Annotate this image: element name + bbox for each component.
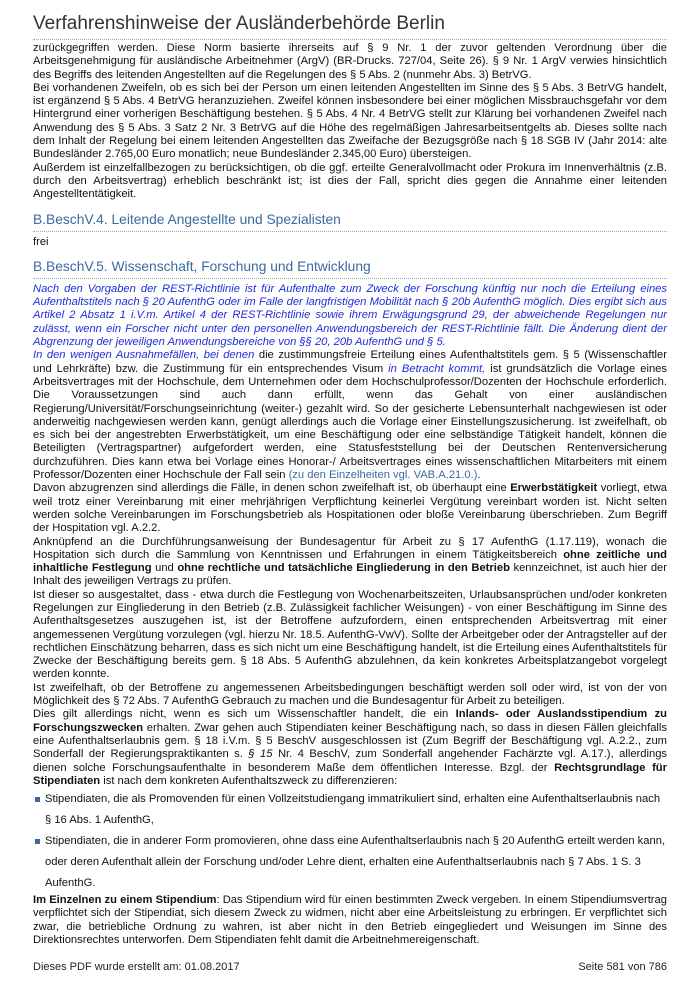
intro-paragraph-3: Außerdem ist einzelfallbezogen zu berücksichtigen, ob die ggf. erteilte Generalvollmacht oder Prokura im Innenverhältnis (z.B. durch den Arbeitsvertrag) erheblich beschränkt ist; ist dies der Fall, spricht dies gegen die Annahme einer leitenden Angestelltentätigkeit. [33, 161, 667, 201]
paragraph-text: Anknüpfend an die Durchführungsanweisung der Bundesagentur für Arbeit zu § 17 AufenthG (1.17.119), wonach die Hospitation sich durch die Sammlung von Kenntnissen und Erfahrungen in einem Tätigkeitsbereich [33, 535, 667, 561]
paragraph-text: vorliegt, etwa weil trotz einer Vereinbarung mit einer mehrjährigen Verpflichtung keinerlei Vergütung vereinbart worden ist. Nicht selten werden solche Vereinbarungen im Forschungsbetrieb als Hospitationen oder bloße Vereinbarung überschrieben. Zum Begriff der Hospitation vgl. A.2.2. [33, 482, 667, 535]
bold-term: Inlands- oder Auslandsstipendium zu Forschungszwecken [33, 708, 667, 734]
bold-term: ohne rechtliche und tatsächliche Eingliederung in den Betrieb [177, 562, 510, 575]
document-body [33, 42, 667, 947]
creation-date: Dieses PDF wurde erstellt am: 01.08.2017 [33, 961, 240, 973]
paragraph-text: . [477, 469, 481, 482]
stipend-list [33, 789, 667, 894]
section-5-paragraph-3 [33, 536, 667, 589]
paragraph-text: : Das Stipendium wird für einen bestimmten Zweck vergeben. In einem Stipendiumsvertrag verpflichtet sich der Stipendiat, sich diesem Zweck zu widmen, nicht aber eine Arbeitsleistung zu erbringen. Er verpflichtet sich zwar, die betriebliche Ordnung zu wahren, ist aber nicht in den Betrieb eingegliedert und Weisungen im Sinne des Direktionsrechtes unterworfen. Dem Stipendiaten fehlt damit die Arbeitnehmereigenschaft. [33, 894, 667, 947]
bold-term: Im Einzelnen zu einem Stipendium [33, 894, 217, 907]
section-heading-4: B.BeschV.4. Leitende Angestellte und Spezialisten [33, 211, 341, 227]
paragraph-text: die zustimmungsfreie Erteilung eines Aufenthaltstitels gem. § 5 (Wissenschaftler und Lehrkräfte) bzw. die Zustimmung für ein entsprechendes Visum [33, 349, 667, 375]
document-page [33, 0, 667, 947]
bold-term: Rechtsgrundlage für Stipendiaten [33, 761, 667, 787]
list-item: Stipendiaten, die in anderer Form promovieren, ohne dass eine Aufenthaltserlaubnis nach § 20 AufenthG erteilt werden kann, oder deren Aufenthalt allein der Forschung und/oder Lehre dient, erhalten eine Aufenthaltserlaubnis nach § 7 Abs. 1 S. 3 AufenthG. [33, 831, 667, 894]
paragraph-text: ist nach dem konkreten Aufenthaltszweck zu differenzieren: [100, 774, 398, 787]
list-item: Stipendiaten, die als Promovenden für einen Vollzeitstudiengang immatrikuliert sind, erhalten eine Aufenthaltserlaubnis nach § 16 Abs. 1 AufenthG, [33, 789, 667, 831]
section-5-paragraph-6 [33, 708, 667, 788]
consideration-phrase: in Betracht kommt, [388, 362, 486, 375]
section-5-paragraph-2 [33, 482, 667, 535]
section-5-paragraph-4: Ist dieser so ausgestaltet, dass - etwa durch die Festlegung von Wochenarbeitszeiten, Urlaubsansprüchen und/oder konkreten Regelungen zur Eingliederung in den Betrieb (z.B. Zulässigkeit fachlicher Weisungen) - von einer Beschäftigung im Sinne des Aufenthaltsgesetzes auszugehen ist, ist der Betroffene aufzufordern, einen entsprechenden Arbeitsvertrag mit einer angemessenen Vergütung vorzulegen (vgl. hierzu Nr. 18.5. AufenthG-VwV). Sollte der Arbeitgeber oder der Antragsteller auf der rechtlichen Einschätzung beharren, dass es sich nicht um eine Beschäftigung handelt, ist die Erteilung eines Aufenthaltstitels für Zwecke der Beschäftigung bereits gem. § 18 Abs. 5 AufenthG abzulehnen, da kein konkretes Arbeitsplatzangebot vorgelegt werden konnte. [33, 588, 667, 681]
section-5-paragraph-5: Ist zweifelhaft, ob der Betroffene zu angemessenen Arbeitsbedingungen beschäftigt werden soll oder wird, ist von der von Möglichkeit des § 72 Abs. 7 AufenthG Gebrauch zu machen und die Bundesagentur für Arbeit zu beteiligen. [33, 681, 667, 708]
section-5-paragraph-7 [33, 894, 667, 947]
page-number: Seite 581 von 786 [578, 961, 667, 973]
italic-term: § 15 [248, 748, 273, 761]
rest-directive-note: Nach den Vorgaben der REST-Richtlinie ist für Aufenthalte zum Zweck der Forschung künftig nur noch die Erteilung eines Aufenthaltstitels nach § 20 AufenthG oder im Falle der langfristigen Mobilität nach § 20b AufenthG möglich. Dies ergibt sich aus Artikel 2 Absatz 1 i.V.m. Artikel 4 der REST-Richtlinie sowie ihrem Erwägungsgrund 29, der abweichende Regelungen nur zulässt, wenn ein Forscher nicht unter den personellen Anwendungsbereich der REST-Richtlinie fällt. Die Änderung dient der Abgrenzung der jeweiligen Anwendungsbereiche von §§ 20, 20b AufenthG und § 5. [33, 282, 667, 349]
bold-term: Erwerbstätigkeit [510, 482, 598, 495]
intro-paragraph-1: zurückgegriffen werden. Diese Norm basierte ihrerseits auf § 9 Nr. 1 der zuvor geltenden Verordnung über die Arbeitsgenehmigung für ausländische Arbeitnehmer (ArgV) (BR-Drucks. 727/04, Seite 26). § 9 Nr. 1 ArgV verwies hinsichtlich des Begriffs des leitenden Angestellten auf die Regelungen des § 5 Abs. 2 (nunmehr Abs. 3) BetrVG. [33, 42, 667, 81]
paragraph-text: Nr. 4 BeschV, zum Sonderfall angehender Fachärzte vgl. A.17.), allerdings dienen solche Forschungsaufenthalte in besonderem Maße dem öffentlichen Interesse. Bzgl. der [33, 748, 668, 774]
paragraph-text: Dies gilt allerdings nicht, wenn es sich um Wissenschaftler handelt, die ein [33, 708, 456, 721]
paragraph-text: und [151, 562, 178, 575]
bold-term: ohne zeitliche und inhaltliche Festlegung [33, 548, 667, 575]
section-divider-4 [33, 231, 667, 232]
exception-phrase: In den wenigen Ausnahmefällen, bei denen [33, 349, 255, 362]
paragraph-text: ist grundsätzlich die Vorlage eines Arbeitsvertrages mit der Hochschule, dem Unternehmen oder dem Hochschulprofessor/Dozenten der Hochschule erforderlich. Die Voraussetzungen sind auch dann erfüllt, wenn das Gehalt von einer ausländischen Regierung/Universität/Forschungseinrichtung (weiter-) gezahlt wird. So der gesicherte Lebensunterhalt nachgewiesen ist oder anderweitig nachgewiesen werden kann, genügt allerdings auch die Vorlage einer Einstellungszusicherung. Ist zweifelhaft, ob es sich bei der angestrebten Erwerbstätigkeit, um eine Beschäftigung oder eine selbständige Tätigkeit handelt, können die Beteiligten (Vertragspartner) aufgefordert werden, eine Statusfeststellung bei der Deutschen Rentenversicherung durchzuführen. Dies kann etwa bei Vorlage eines Honorar-/ Arbeitsvertrages eines wissenschaftlichen Mitarbeiters mit einem Professor/Dozenten einer Hochschule der Fall sein [33, 362, 667, 482]
reference-link-vab-a21[interactable]: (zu den Einzelheiten vgl. VAB.A.21.0.) [288, 469, 478, 482]
intro-paragraph-2: Bei vorhandenen Zweifeln, ob es sich bei der Person um einen leitenden Angestellten im Sinne des § 5 Abs. 3 BetrVG handelt, ist ergänzend § 5 Abs. 4 BetrVG heranzuziehen. Zweifel können insbesondere bei einer möglichen Missbrauchsgefahr vor dem Hintergrund einer vorherigen Beschäftigung bestehen. § 5 Abs. 4 Nr. 4 BetrVG stellt zur Klärung bei vorhandenen Zweifel nach Anwendung des § 5 Abs. 3 Satz 2 Nr. 3 BetrVG auf die Höhe des regelmäßigen Jahresarbeitsentgelts ab. Dieses sollte nach dem Inhalt der Regelung bei einem leitenden Angestellten das Zweifache der Bezugsgröße nach § 18 SGB IV (Jahr 2014: alte Bundesländer 2.765,00 Euro monatlich; neue Bundesländer 2.345,00 Euro) übersteigen. [33, 81, 667, 161]
page-title: Verfahrenshinweise der Ausländerbehörde Berlin [33, 13, 445, 34]
section-5-paragraph-1 [33, 349, 667, 482]
paragraph-text: kennzeichnet, ist auch hier der Inhalt des jeweiligen Vertrags zu prüfen. [33, 562, 667, 588]
section-heading-5: B.BeschV.5. Wissenschaft, Forschung und Entwicklung [33, 258, 371, 274]
title-divider [33, 39, 667, 40]
paragraph-text: erhalten. Zwar gehen auch Stipendiaten keiner Beschäftigung nach, so dass in diesen Fällen gleichfalls eine Aufenthaltserlaubnis gem. § 18 i.V.m. § 5 BeschV ausgeschlossen ist (Zum Begriff der Beschäftigung vgl. A.2.2., zum Sonderfall der Regierungspraktikanten s. [33, 721, 667, 761]
section-divider-5 [33, 278, 667, 279]
paragraph-text: Davon abzugrenzen sind allerdings die Fälle, in denen schon zweifelhaft ist, ob überhaupt eine [33, 482, 511, 495]
section-4-text: frei [33, 235, 49, 248]
